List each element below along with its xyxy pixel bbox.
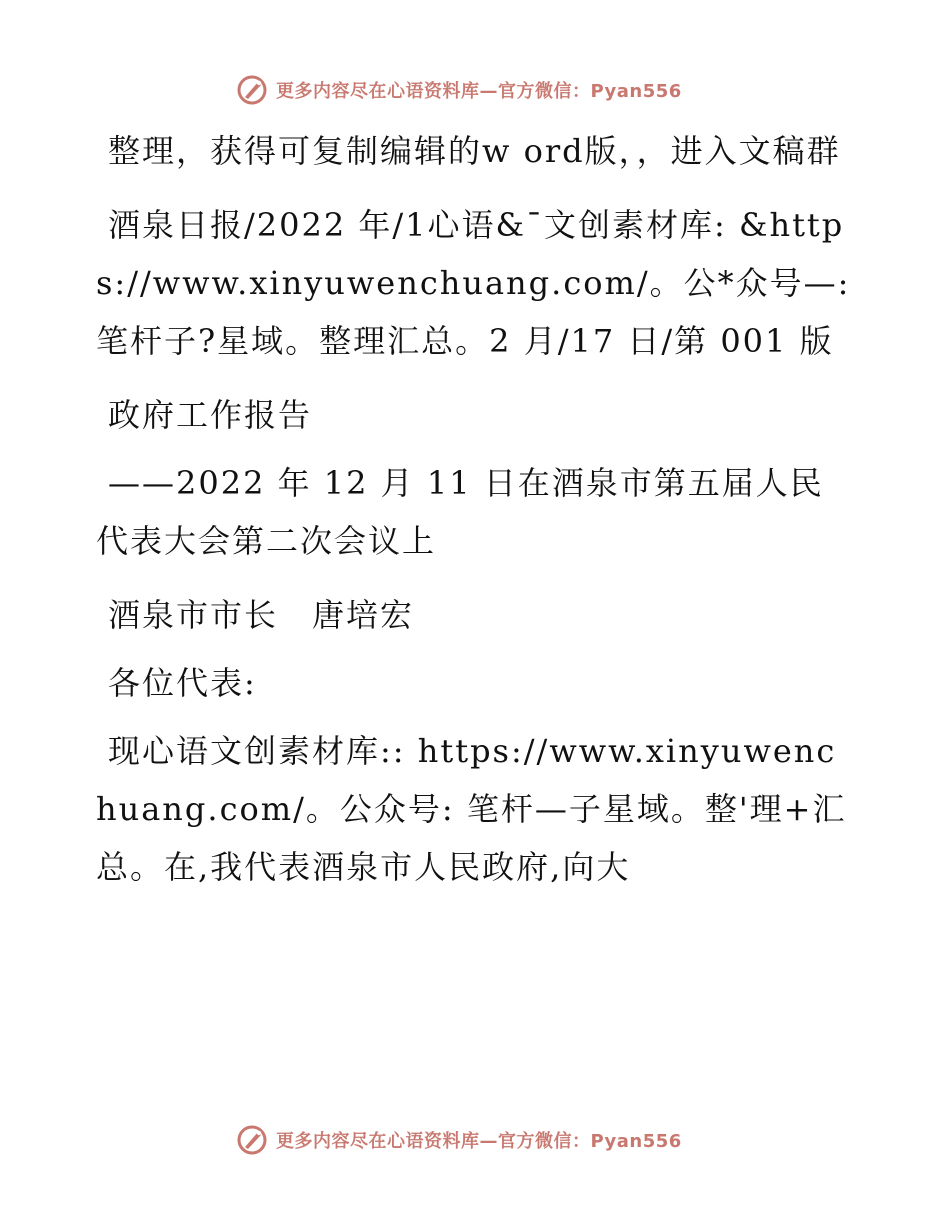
paragraph-source: 酒泉日报/2022 年/1心语&¯文创素材库: &https://www.xinyuwenchuang.com/。公*众号—: 笔杆子?星域。整理汇总。2 月/17 日/第 001 版 <box>96 206 851 360</box>
paragraph-intro: 整理，获得可复制编辑的w ord版，，进入文稿群 <box>108 132 841 170</box>
quill-logo-icon <box>236 74 268 106</box>
salutation: 各位代表: <box>108 664 257 702</box>
document-body <box>96 122 854 912</box>
report-author: 酒泉市市长 唐培宏 <box>108 596 415 634</box>
paragraph-opening: 现心语文创素材库:: https://www.xinyuwenchuang.com/。公众号: 笔杆—子星域。整'理+汇总。在,我代表酒泉市人民政府,向大 <box>96 732 847 886</box>
footer-watermark <box>236 1122 756 1158</box>
watermark-text: 更多内容尽在心语资料库—官方微信：Pyan556 <box>276 81 682 102</box>
watermark-text: 更多内容尽在心语资料库—官方微信：Pyan556 <box>276 1131 682 1152</box>
report-subtitle: ——2022 年 12 月 11 日在酒泉市第五届人民代表大会第二次会议上 <box>96 464 824 560</box>
quill-logo-icon <box>236 1124 268 1156</box>
header-watermark <box>236 72 756 108</box>
report-title: 政府工作报告 <box>108 396 313 434</box>
